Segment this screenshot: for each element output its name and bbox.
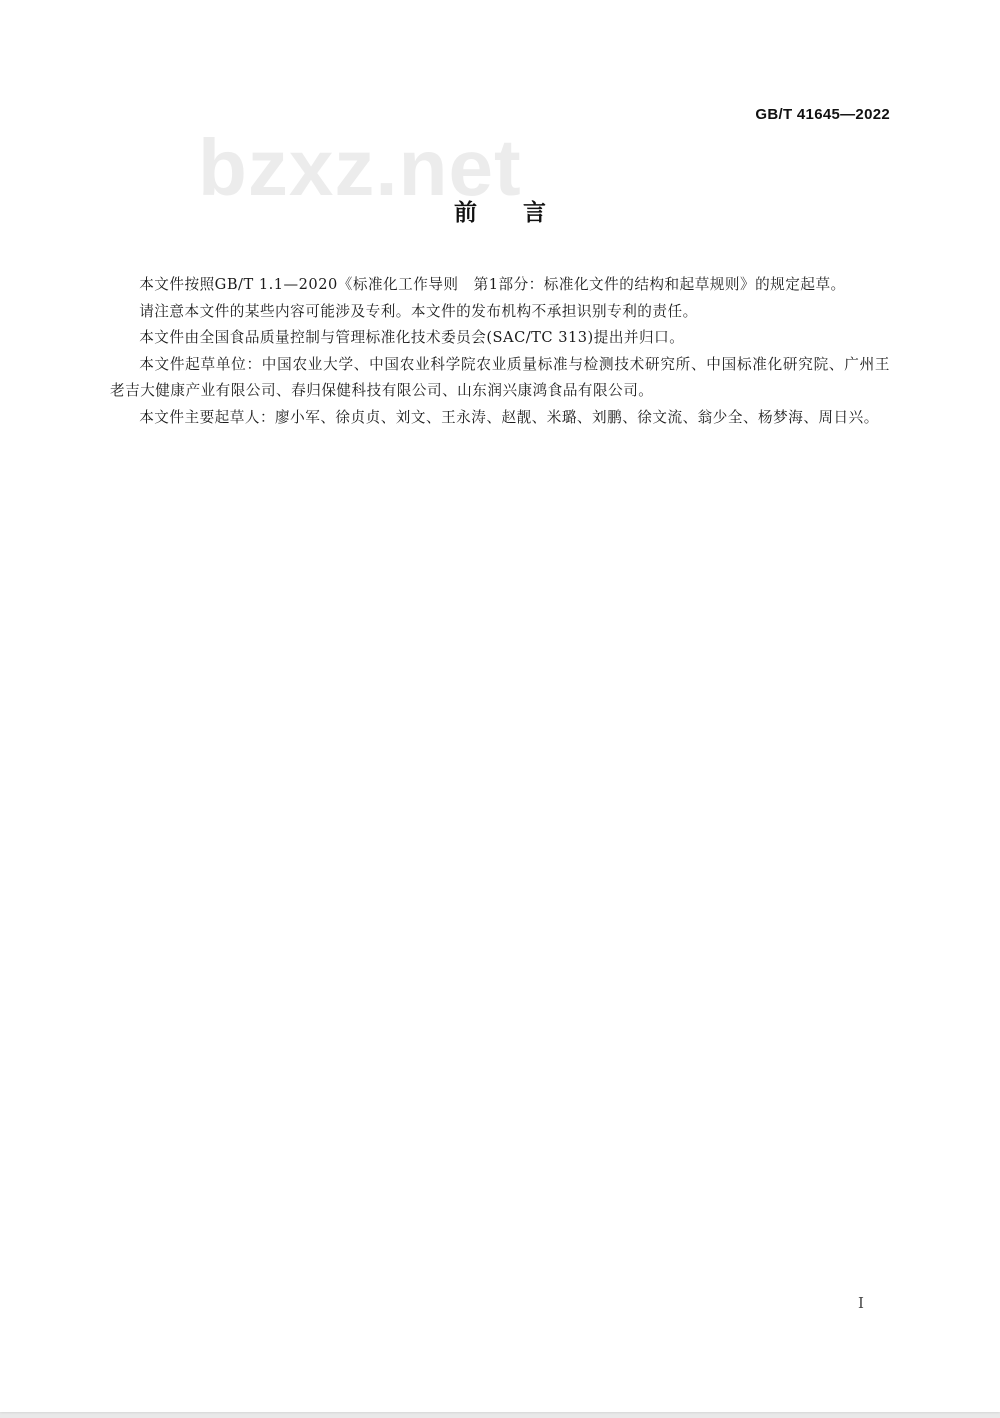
paragraph-drafters: 本文件主要起草人：廖小军、徐贞贞、刘文、王永涛、赵靓、米璐、刘鹏、徐文流、翁少全、杨梦海、周日兴。 <box>139 408 879 426</box>
paragraph-drafting-units: 本文件起草单位：中国农业大学、中国农业科学院农业质量标准与检测技术研究所、中国标准化研究院、广州王老吉大健康产业有限公司、春归保健科技有限公司、山东润兴康鸿食品有限公司。 <box>110 355 890 399</box>
section-title: 前言 <box>454 200 592 226</box>
page-number: I <box>858 1294 864 1312</box>
paragraph-proposer: 本文件由全国食品质量控制与管理标准化技术委员会(SAC/TC 313)提出并归口。 <box>139 329 685 346</box>
paragraph-patent-notice: 请注意本文件的某些内容可能涉及专利。本文件的发布机构不承担识别专利的责任。 <box>139 302 698 320</box>
paragraph-drafting-basis: 本文件按照GB/T 1.1—2020《标准化工作导则 第1部分：标准化文件的结构和起草规则》的规定起草。 <box>139 276 846 293</box>
standard-number: GB/T 41645—2022 <box>755 106 890 123</box>
watermark: bzxz.net <box>198 123 522 212</box>
foreword-body <box>110 272 890 431</box>
